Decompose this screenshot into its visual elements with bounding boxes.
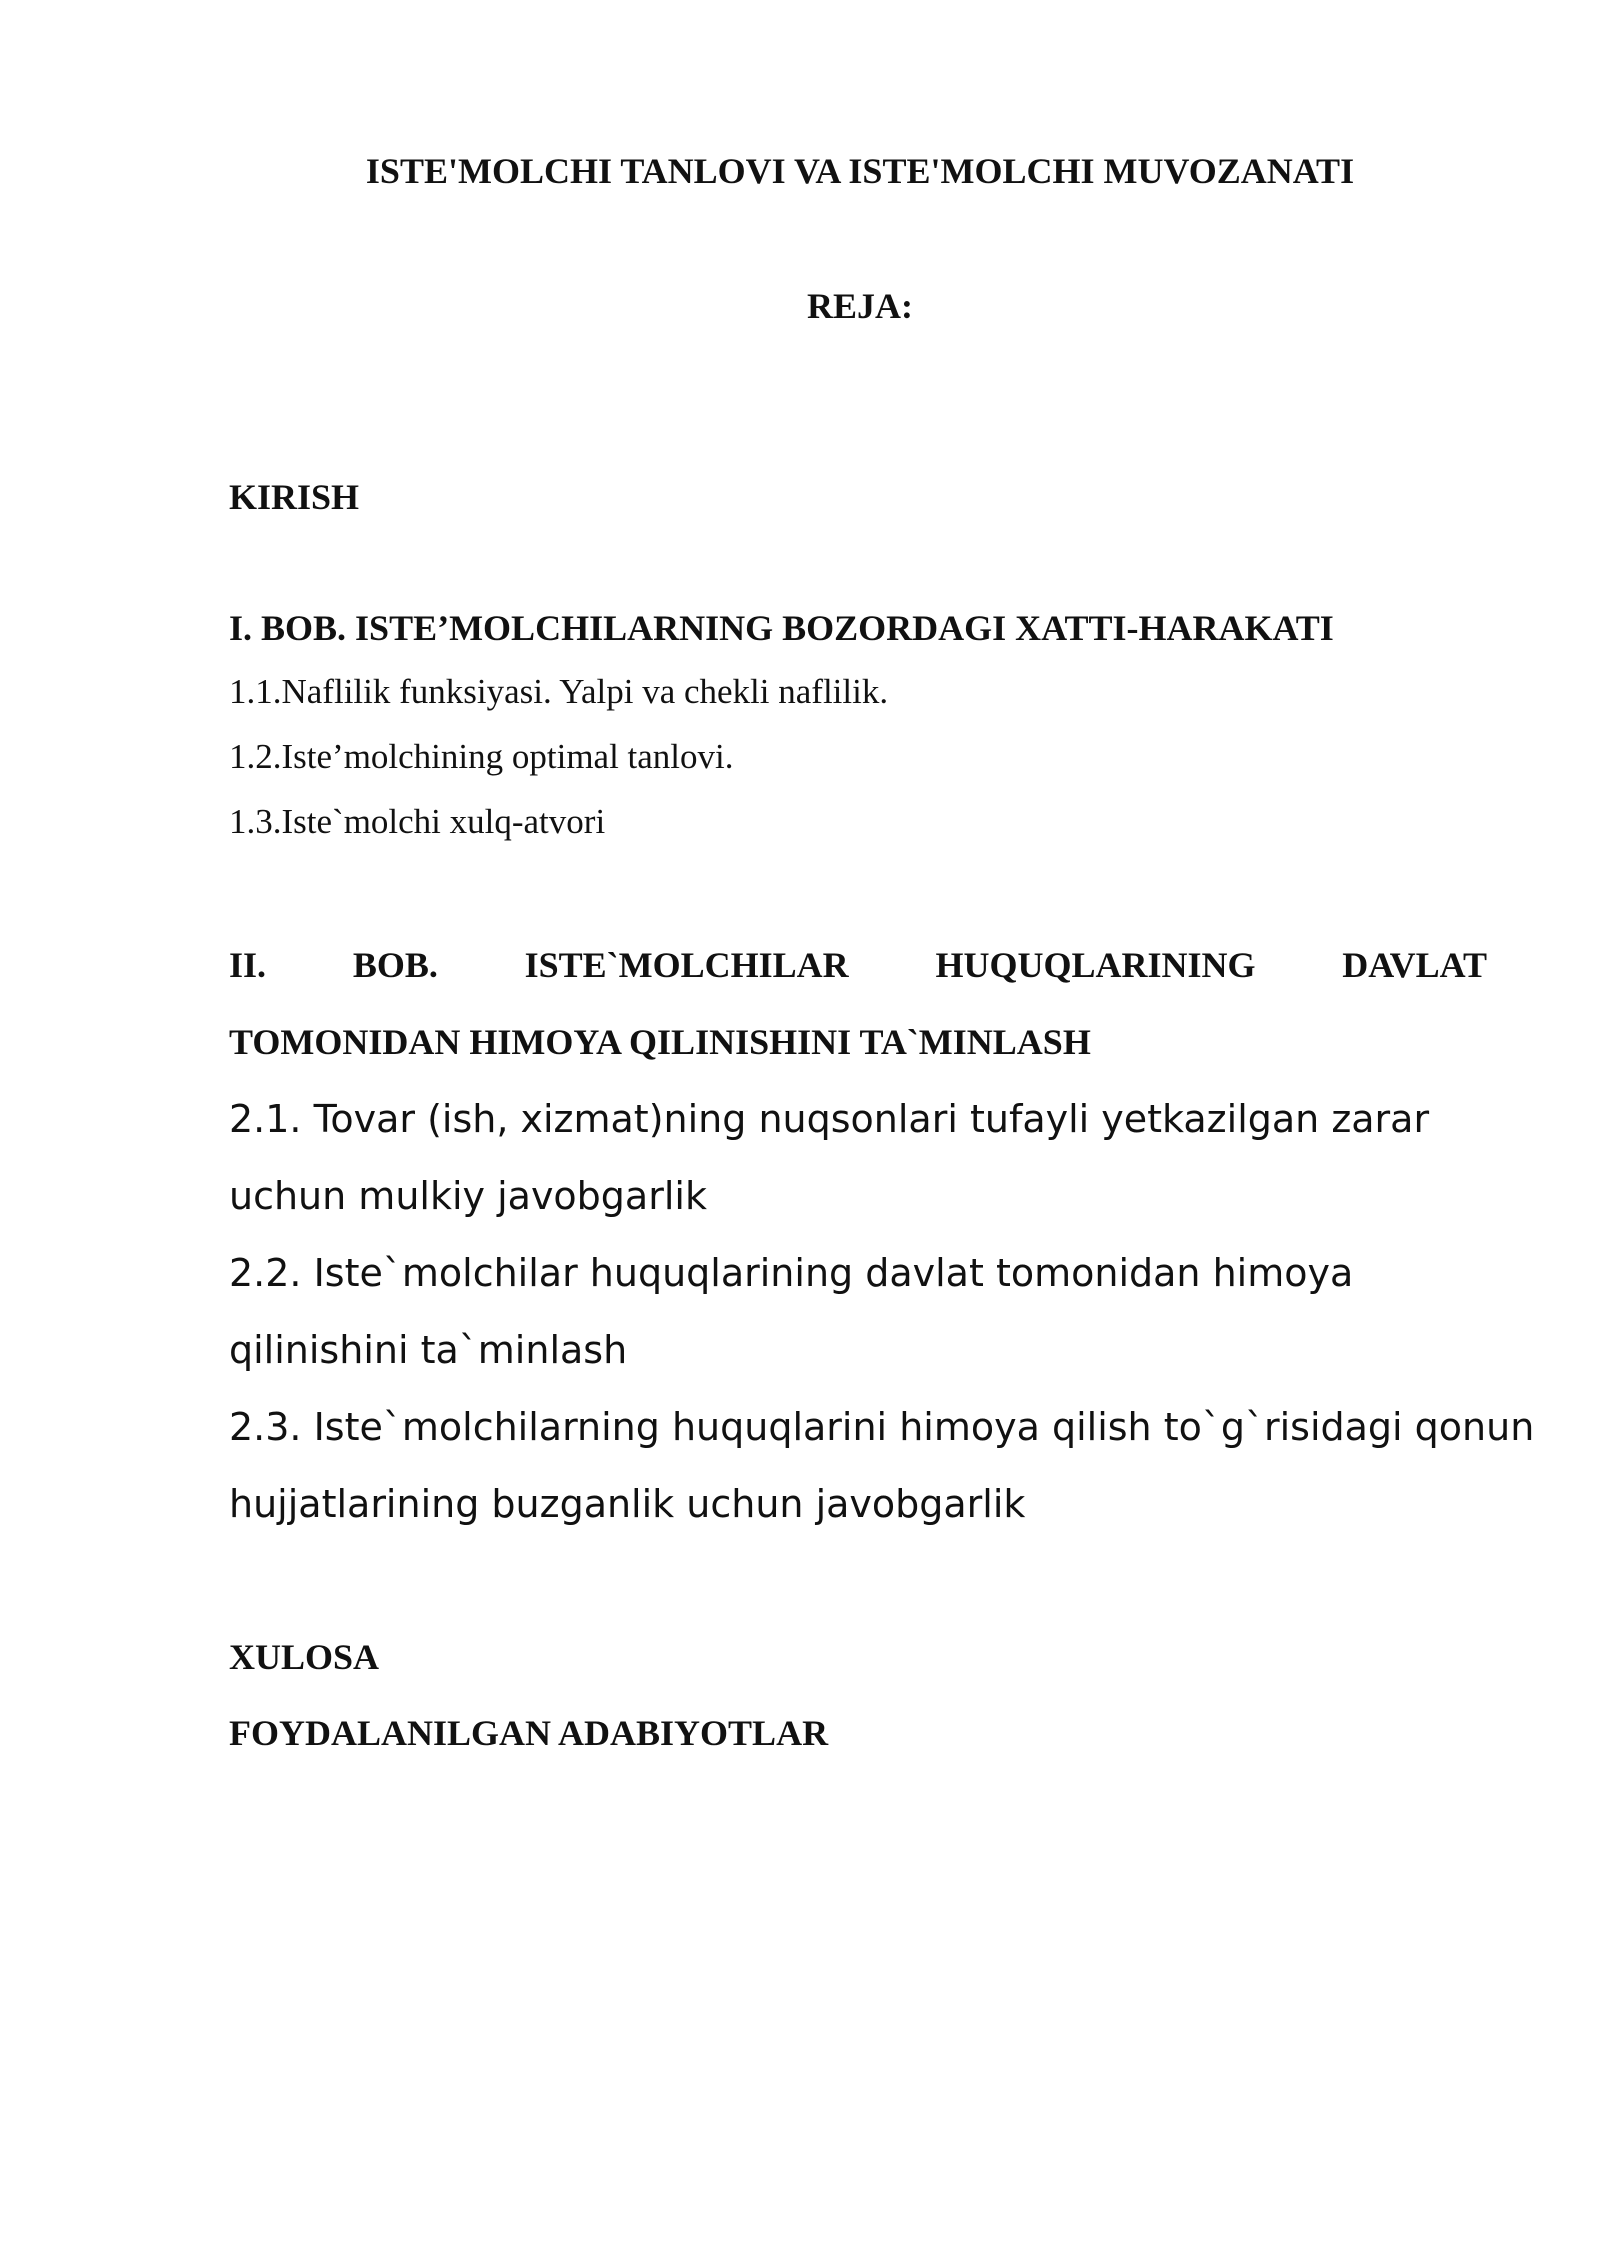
- chapter-2-item-1-line-1: 2.1. Tovar (ish, xizmat)ning nuqsonlari tufayli yetkazilgan zarar: [229, 1097, 1430, 1141]
- chapter-2-title-line-2: TOMONIDAN HIMOYA QILINISHINI TA`MINLASH: [229, 1022, 1091, 1062]
- chapter-2-title-word: BOB.: [352, 945, 438, 985]
- chapter-2-item-2-line-1: 2.2. Iste`molchilar huquqlarining davlat tomonidan himoya: [229, 1251, 1354, 1295]
- section-introduction: KIRISH: [229, 477, 360, 517]
- chapter-2-title-word: ISTE`MOLCHILAR: [524, 945, 849, 985]
- chapter-1-item: 1.3.Iste`molchi xulq-atvori: [229, 802, 606, 841]
- plan-heading: REJA:: [807, 286, 913, 326]
- chapter-1-title: I. BOB. ISTE’MOLCHILARNING BOZORDAGI XATTI-HARAKATI: [229, 608, 1334, 648]
- section-conclusion: XULOSA: [229, 1637, 380, 1677]
- section-references: FOYDALANILGAN ADABIYOTLAR: [229, 1713, 829, 1753]
- chapter-2-title-word: HUQUQLARINING: [935, 945, 1256, 985]
- chapter-2-item-3-line-2: hujjatlarining buzganlik uchun javobgarlik: [229, 1482, 1026, 1526]
- chapter-2-title-line-1: [229, 944, 1487, 986]
- document-title: ISTE'MOLCHI TANLOVI VA ISTE'MOLCHI MUVOZANATI: [365, 151, 1355, 191]
- chapter-2-title-word: II.: [229, 945, 267, 985]
- chapter-2-item-3-line-1: 2.3. Iste`molchilarning huquqlarini himoya qilish to`g`risidagi qonun: [229, 1405, 1535, 1449]
- chapter-2-item-2-line-2: qilinishini ta`minlash: [229, 1328, 628, 1372]
- chapter-2-item-1-line-2: uchun mulkiy javobgarlik: [229, 1174, 707, 1218]
- chapter-1-item: 1.1.Naflilik funksiyasi. Yalpi va chekli naflilik.: [229, 672, 889, 711]
- chapter-2-title-word: DAVLAT: [1342, 945, 1487, 985]
- chapter-1-item: 1.2.Iste’molchining optimal tanlovi.: [229, 737, 734, 776]
